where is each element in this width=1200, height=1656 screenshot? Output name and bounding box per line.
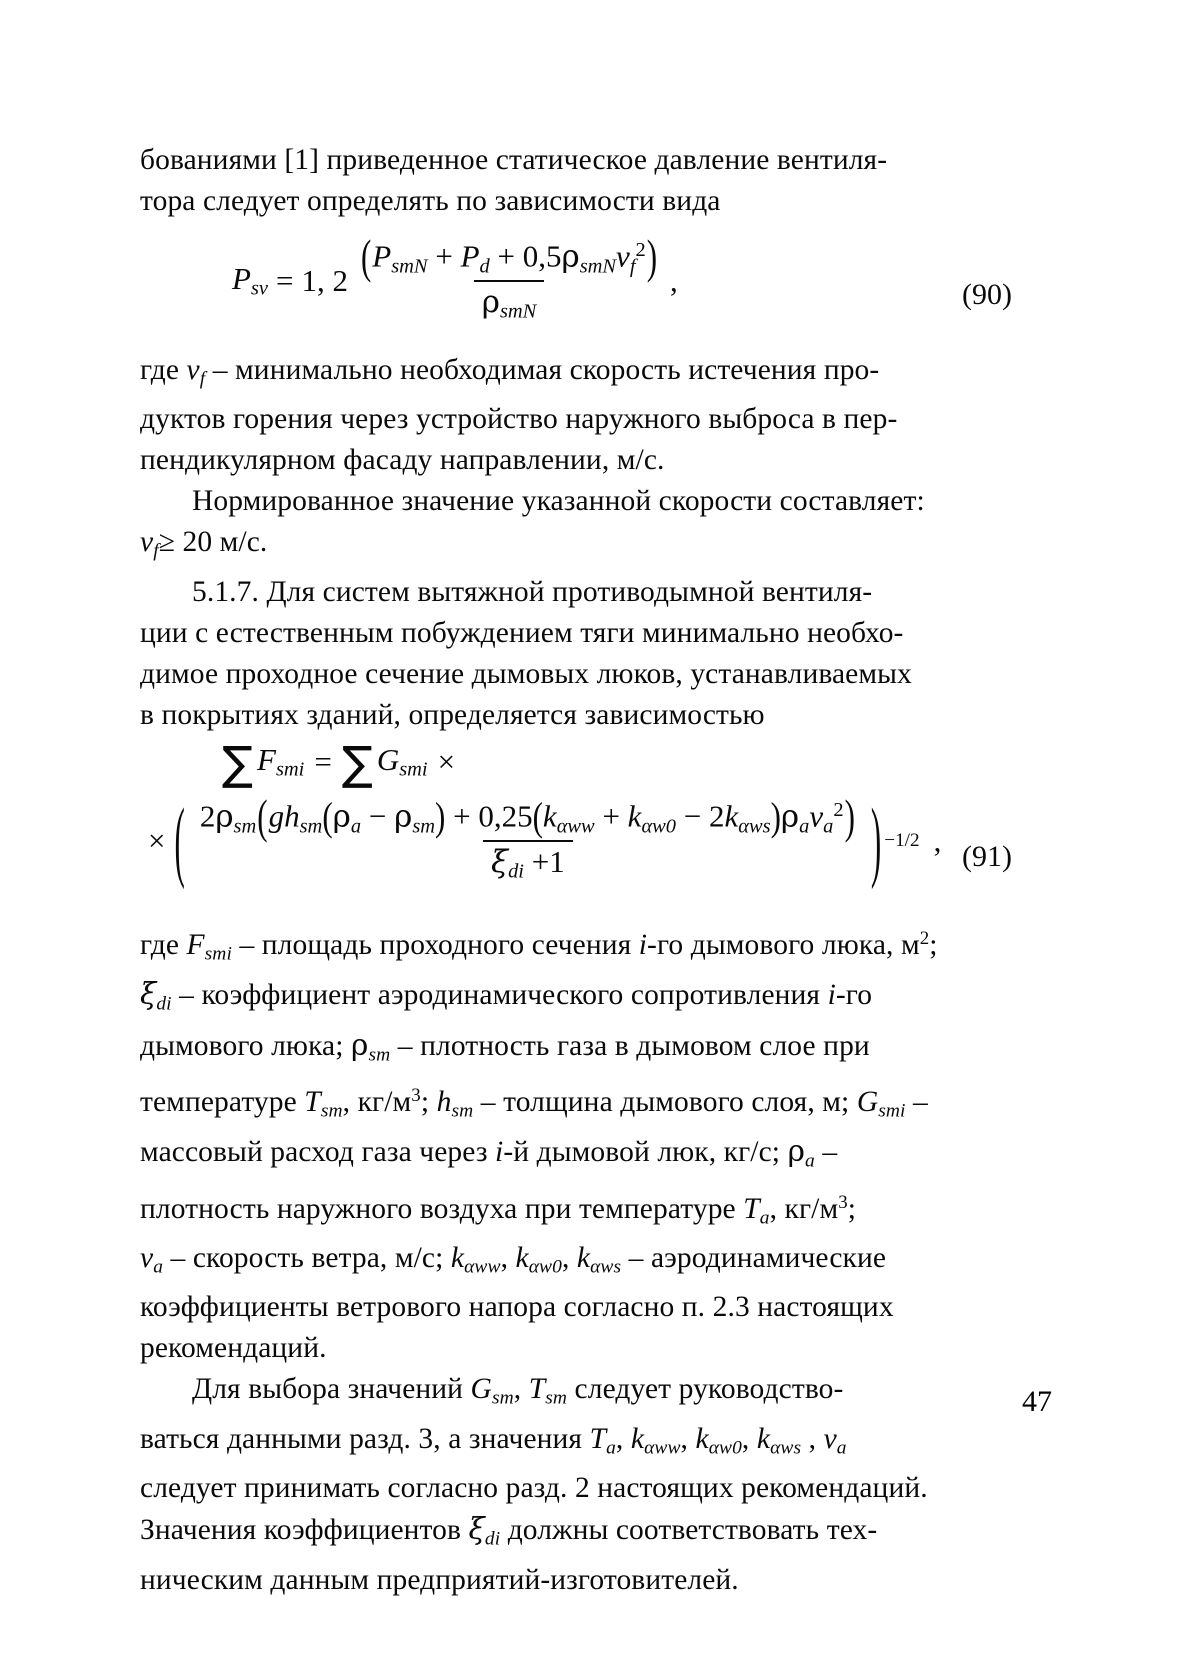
p5-G1-sub: smi bbox=[878, 1100, 906, 1122]
formula-91-line-a bbox=[140, 736, 1012, 794]
formula-90-coefficient: 1, 2 bbox=[301, 263, 348, 299]
p5-t18: ; bbox=[847, 1192, 857, 1225]
para2-line1-rest: – минимально необходимая скорость истечения про- bbox=[205, 354, 880, 386]
formula-91-exponent: −1/2 bbox=[884, 830, 920, 852]
p5-sup3b: 3 bbox=[838, 1191, 848, 1213]
p5-h1-sub: sm bbox=[451, 1100, 474, 1122]
p6-Ta-sub: a bbox=[606, 1437, 616, 1459]
p5-t13: массовый расход газа через bbox=[140, 1136, 496, 1169]
p6-k2: k bbox=[695, 1422, 709, 1455]
p5-t6: дымового люка; bbox=[140, 1029, 352, 1062]
formula-90-lhs: $P_{sv}$ bbox=[232, 261, 268, 301]
p5-rho2-sub: a bbox=[805, 1150, 815, 1172]
p5-gde: где bbox=[140, 928, 187, 961]
p5-t5: -го bbox=[835, 979, 873, 1012]
p5-t11: – толщина дымового слоя, м; bbox=[473, 1085, 857, 1118]
p6-T: T bbox=[528, 1373, 546, 1406]
para4-line4: в покрытиях зданий, определяется зависимостью bbox=[140, 698, 765, 731]
p5-t23: коэффициенты ветрового напора согласно п. 2.3 настоящих bbox=[140, 1291, 894, 1324]
p5-rho2: ρ bbox=[787, 1134, 806, 1169]
big-paren-open: ( bbox=[174, 788, 185, 891]
para3-line1: Нормированное значение указанной скорости составляет: bbox=[192, 485, 925, 518]
p5-T1: T bbox=[304, 1085, 321, 1118]
formula-90-comma: , bbox=[670, 263, 678, 299]
p6-t8: , bbox=[801, 1422, 824, 1455]
formula-90-numerator: $(P_{smN} + P_d + 0,5\rho_{smN}v_f^2)$ bbox=[360, 228, 658, 283]
formula-91-numerator: $2\rho_{sm}(gh_{sm}(\rho_a - \rho_{sm}) + 0,25(k_{\alpha ww} + k_{\alpha w0} - 2k_{\alpha ws})\rho_av_a^2)$ bbox=[199, 788, 855, 843]
para4-line3: димое проходное сечение дымовых люков, устанавливаемых bbox=[140, 657, 912, 690]
formula-90 bbox=[140, 228, 1012, 346]
p5-t21: , bbox=[561, 1241, 577, 1274]
p5-t24: рекомендаций. bbox=[140, 1332, 327, 1365]
para1-line1: бованиями [1] приведенное статическое давление вентиля- bbox=[140, 144, 888, 176]
p5-t3: ; bbox=[929, 928, 938, 961]
p6-t1: Для выбора значений bbox=[192, 1373, 471, 1406]
p5-k3: k bbox=[576, 1241, 591, 1274]
p5-T2-sub: a bbox=[759, 1206, 770, 1228]
formula-90-equals: = bbox=[275, 263, 294, 299]
formula-91-F: $F_{smi}$ bbox=[257, 741, 305, 781]
para3-var-v: v bbox=[140, 526, 154, 559]
p5-var-xi: ξ bbox=[140, 977, 157, 1012]
paragraph-guidance bbox=[140, 1369, 1012, 1600]
paragraph-continuation bbox=[140, 140, 1012, 222]
p5-k1: k bbox=[450, 1241, 465, 1274]
p5-T1-sub: sm bbox=[320, 1100, 343, 1122]
p6-k2-sub: αw0 bbox=[708, 1437, 742, 1459]
page-content bbox=[140, 140, 1012, 1601]
formula-91-fraction bbox=[192, 788, 864, 884]
p5-t4: – коэффициент аэродинамического сопротивления bbox=[171, 979, 828, 1012]
paragraph-definition-vf bbox=[140, 350, 1012, 481]
p6-k3-sub: αws bbox=[770, 1437, 802, 1459]
p5-G1: G bbox=[856, 1085, 879, 1118]
formula-91-denominator: $\xi_{di} +1$ bbox=[483, 840, 573, 884]
para2-var-v-sub: f bbox=[199, 368, 206, 390]
formula-91-lead-times: × bbox=[148, 823, 166, 859]
p5-sup2: 2 bbox=[919, 927, 930, 949]
p5-k3-sub: αws bbox=[590, 1256, 622, 1278]
p6-t3: следует руководство- bbox=[567, 1373, 844, 1406]
para1-line2: тора следует определять по зависимости вида bbox=[140, 185, 721, 217]
formula-91-number: (91) bbox=[962, 839, 1012, 873]
p6-t10: Значения коэффициентов bbox=[140, 1514, 469, 1547]
para2-line3: пендикулярном фасаду направлении, м/с. bbox=[140, 444, 665, 477]
p5-T2: T bbox=[743, 1192, 760, 1225]
formula-90-expression bbox=[232, 228, 678, 324]
para2-var-v: v bbox=[186, 354, 200, 386]
formula-90-fraction bbox=[352, 228, 666, 324]
p5-i3: i bbox=[495, 1136, 504, 1169]
p5-sup3: 3 bbox=[411, 1085, 421, 1106]
p6-va-sub: a bbox=[836, 1437, 847, 1459]
p6-k1: k bbox=[630, 1422, 645, 1455]
p5-t16: плотность наружного воздуха при температуре bbox=[140, 1192, 744, 1225]
p5-h1: h bbox=[436, 1085, 452, 1118]
p5-k1-sub: αww bbox=[464, 1256, 501, 1278]
para3-var-v-sub: f bbox=[153, 540, 159, 562]
p5-t8: температуре bbox=[140, 1085, 305, 1118]
formula-90-number: (90) bbox=[962, 278, 1012, 311]
page-number: 47 bbox=[1022, 1385, 1052, 1418]
formula-90-denominator: $\rho_{smN}$ bbox=[474, 280, 545, 324]
p5-rho1-sub: sm bbox=[368, 1044, 391, 1065]
formula-91-times: × bbox=[437, 743, 456, 779]
p5-t14: -й дымовой люк, кг/с; bbox=[503, 1136, 788, 1169]
p5-t12: – bbox=[905, 1085, 928, 1118]
p6-k1-sub: αww bbox=[644, 1437, 681, 1459]
p6-t4: ваться данными разд. 3, а значения bbox=[140, 1422, 590, 1455]
p5-var-F-sub: smi bbox=[204, 943, 232, 965]
para2-prefix: где bbox=[140, 354, 187, 386]
p5-v1: v bbox=[140, 1241, 154, 1274]
p6-k3: k bbox=[756, 1422, 771, 1455]
formula-91-main-expression bbox=[148, 788, 942, 891]
formula-91-line-b bbox=[140, 788, 1012, 912]
formula-91-equals: = bbox=[314, 743, 332, 779]
formula-91-G: $G_{smi}$ bbox=[376, 741, 428, 781]
p5-t22: – аэродинамические bbox=[621, 1241, 887, 1274]
p5-t20: , bbox=[500, 1241, 516, 1274]
summation-icon: ∑ bbox=[222, 736, 253, 791]
p6-xi-sub: di bbox=[484, 1528, 501, 1550]
p6-t5: , bbox=[615, 1422, 631, 1455]
p6-t12: ническим данным предприятий-изготовителей. bbox=[140, 1563, 739, 1596]
para4-line2: ции с естественным побуждением тяги минимально необхо- bbox=[140, 616, 904, 649]
p6-t11: должны соответствовать тех- bbox=[500, 1514, 878, 1547]
paragraph-variable-definitions bbox=[140, 918, 1012, 1370]
para4-line1: 5.1.7. Для систем вытяжной противодымной вентиля- bbox=[192, 575, 873, 608]
p5-k2: k bbox=[515, 1241, 529, 1274]
para3-line2-rest: ≥ 20 м/с. bbox=[158, 526, 268, 559]
para2-line2: дуктов горения через устройство наружного выброса в пер- bbox=[140, 403, 898, 436]
p6-G: G bbox=[470, 1373, 492, 1406]
p6-t9: следует принимать согласно разд. 2 настоящих рекомендаций. bbox=[140, 1472, 928, 1505]
p5-t15: – bbox=[814, 1136, 838, 1169]
paragraph-normalized-value bbox=[140, 481, 1012, 571]
p5-i2: i bbox=[827, 979, 836, 1012]
p6-t7: , bbox=[741, 1422, 757, 1455]
p5-t9: , кг/м bbox=[342, 1085, 412, 1118]
p6-t6: , bbox=[680, 1422, 696, 1455]
p6-t2: , bbox=[513, 1373, 529, 1406]
formula-91-comma: , bbox=[933, 823, 942, 859]
p5-t2: -го дымового люка, м bbox=[647, 928, 920, 961]
p5-k2-sub: αw0 bbox=[528, 1256, 562, 1278]
p5-v1-sub: a bbox=[153, 1256, 164, 1278]
p5-i1: i bbox=[638, 928, 648, 961]
p5-t10: ; bbox=[420, 1085, 437, 1118]
p5-t19: – скорость ветра, м/с; bbox=[163, 1241, 451, 1274]
p6-G-sub: sm bbox=[491, 1387, 514, 1409]
p5-rho1: ρ bbox=[351, 1027, 369, 1062]
p5-t17: , кг/м bbox=[769, 1192, 839, 1225]
p6-xi: ξ bbox=[468, 1512, 485, 1547]
paragraph-section-5-1-7 bbox=[140, 572, 1012, 736]
p5-var-xi-sub: di bbox=[156, 993, 172, 1015]
summation-icon: ∑ bbox=[341, 736, 373, 791]
p5-t7: – плотность газа в дымовом слое при bbox=[390, 1029, 870, 1062]
p5-var-F: F bbox=[186, 928, 205, 961]
p5-t1: – площадь проходного сечения bbox=[231, 928, 639, 961]
big-paren-close: ) bbox=[870, 788, 882, 891]
formula-91-sum-expression bbox=[222, 736, 456, 791]
p6-va: v bbox=[823, 1422, 837, 1455]
p6-T-sub: sm bbox=[545, 1387, 568, 1409]
p6-Ta: T bbox=[589, 1422, 607, 1455]
